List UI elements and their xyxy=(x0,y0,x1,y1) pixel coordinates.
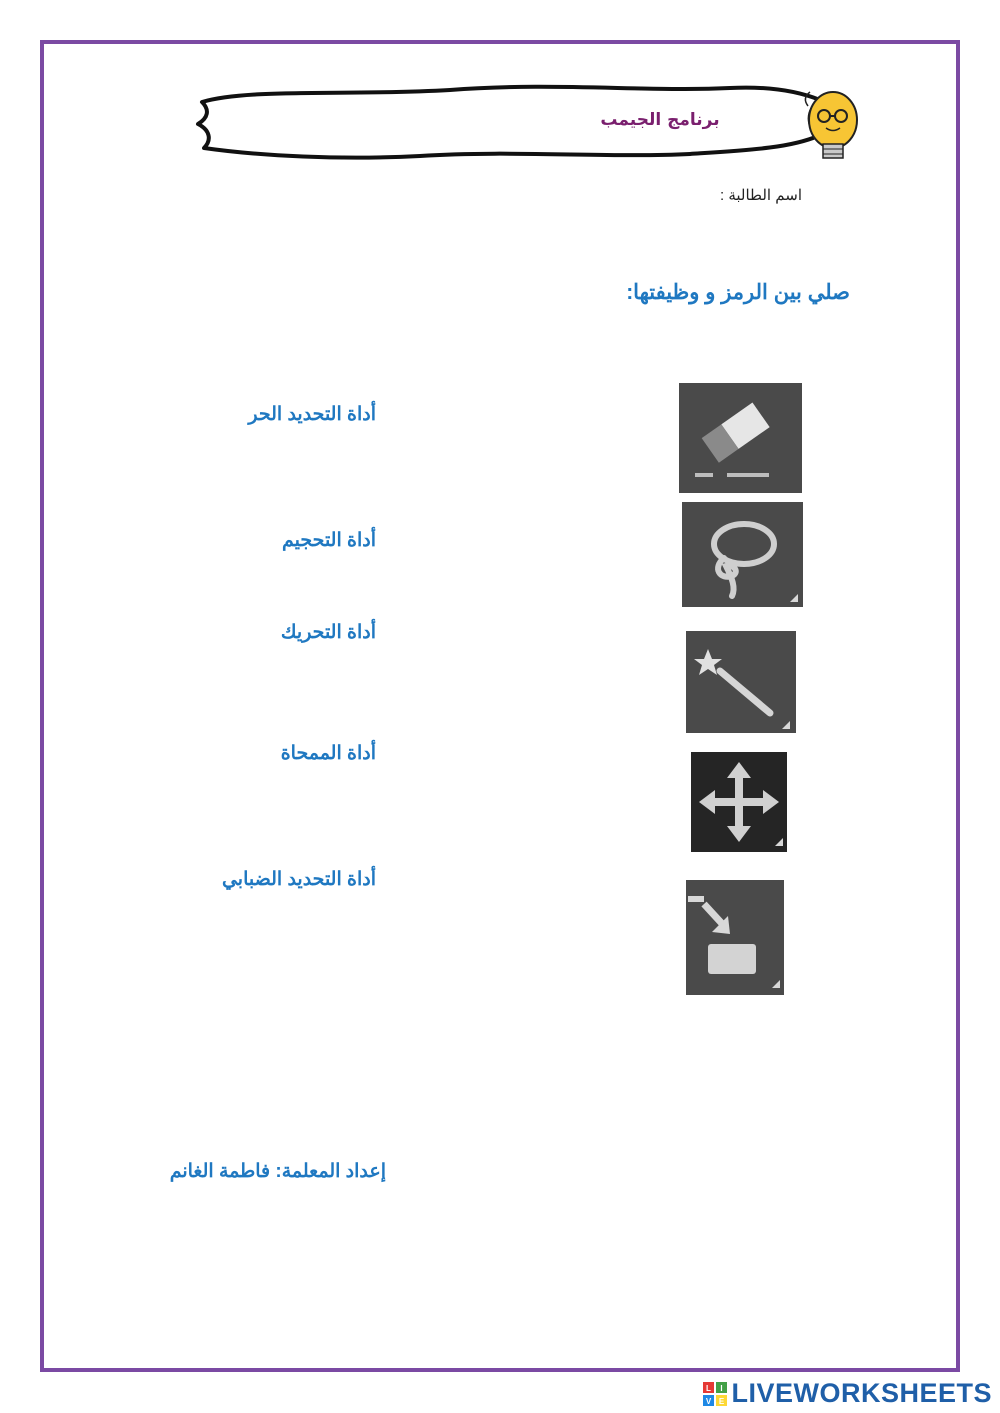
tool-move[interactable] xyxy=(691,752,787,852)
teacher-credit: إعداد المعلمة: فاطمة الغانم xyxy=(169,1161,386,1182)
page-title: برنامج الجيمب xyxy=(600,110,720,130)
eraser-icon xyxy=(679,383,802,493)
label-free-select: أداة التحديد الحر xyxy=(248,404,376,425)
student-name-label: اسم الطالبة : xyxy=(720,187,802,204)
label-move: أداة التحريك xyxy=(280,622,376,643)
svg-text:L: L xyxy=(706,1383,712,1393)
move-icon xyxy=(691,752,787,852)
footer-brand xyxy=(703,1378,992,1409)
magic-wand-icon xyxy=(686,631,796,733)
liveworksheets-logo-icon xyxy=(703,1382,727,1406)
banner-scroll-shape xyxy=(190,70,870,180)
lasso-icon xyxy=(682,502,803,607)
tool-eraser[interactable] xyxy=(679,383,802,493)
svg-text:V: V xyxy=(706,1396,712,1406)
label-fuzzy-select: أداة التحديد الضبابي xyxy=(221,869,376,890)
tool-lasso[interactable] xyxy=(682,502,803,607)
tool-magic-wand[interactable] xyxy=(686,631,796,733)
instruction-heading: صلي بين الرمز و وظيفتها: xyxy=(626,281,850,304)
svg-text:E: E xyxy=(719,1396,725,1406)
scale-icon xyxy=(686,880,784,995)
label-eraser: أداة الممحاة xyxy=(280,743,376,764)
svg-text:I: I xyxy=(720,1383,724,1393)
tool-scale[interactable] xyxy=(686,880,784,995)
footer-brand-text[interactable]: LIVEWORKSHEETS xyxy=(731,1378,992,1408)
label-scale: أداة التحجيم xyxy=(282,530,376,551)
header-banner xyxy=(190,70,870,180)
